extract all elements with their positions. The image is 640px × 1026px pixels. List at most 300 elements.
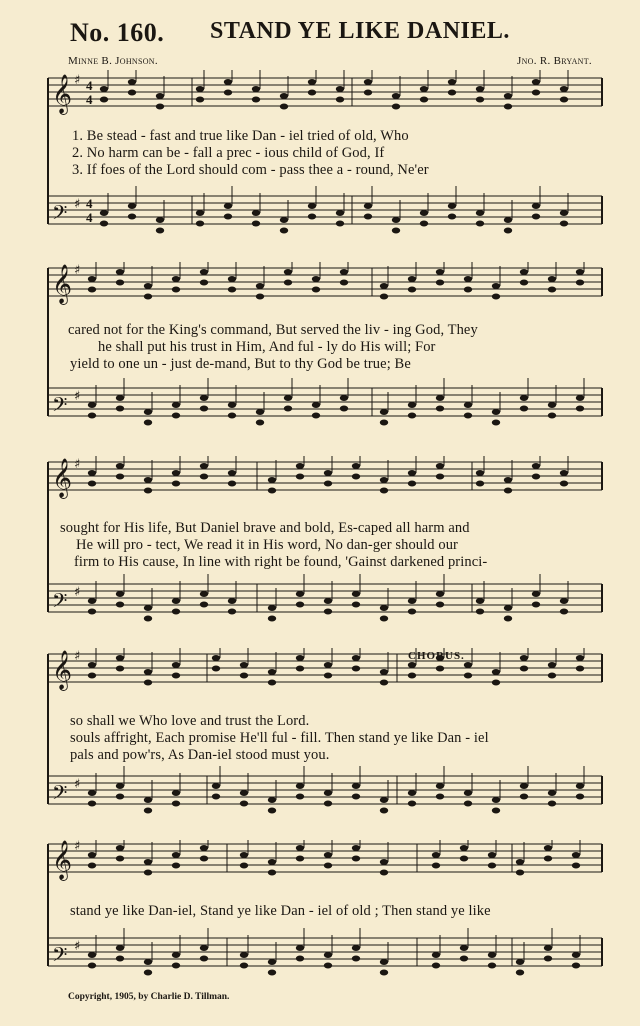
note-head <box>380 669 388 675</box>
note-head <box>340 269 348 275</box>
note-head <box>228 287 236 293</box>
note-head <box>172 952 180 958</box>
note-head <box>544 945 552 951</box>
note-head <box>268 959 276 965</box>
note-head <box>408 673 416 679</box>
note-head <box>488 963 496 969</box>
note-head <box>464 673 472 679</box>
note-head <box>200 280 208 286</box>
note-head <box>532 591 540 597</box>
note-head <box>280 93 288 99</box>
note-head <box>88 801 96 807</box>
note-head <box>436 280 444 286</box>
note-head <box>520 783 528 789</box>
note-head <box>156 104 164 110</box>
note-head <box>268 605 276 611</box>
note-head <box>352 856 360 862</box>
note-head <box>196 97 204 103</box>
note-head <box>576 280 584 286</box>
note-head <box>560 598 568 604</box>
note-head <box>296 845 304 851</box>
note-head <box>448 79 456 85</box>
note-head <box>224 214 232 220</box>
note-head <box>476 481 484 487</box>
note-head <box>308 79 316 85</box>
note-head <box>196 221 204 227</box>
note-head <box>520 406 528 412</box>
note-head <box>408 790 416 796</box>
note-head <box>240 963 248 969</box>
key-signature-sharp-icon: ♯ <box>74 585 81 600</box>
note-head <box>324 790 332 796</box>
note-head <box>88 952 96 958</box>
note-head <box>548 790 556 796</box>
note-head <box>504 104 512 110</box>
music-system-2 <box>42 262 622 452</box>
note-head <box>560 97 568 103</box>
note-head <box>408 609 416 615</box>
note-head <box>560 221 568 227</box>
note-head <box>336 210 344 216</box>
note-head <box>544 856 552 862</box>
note-head <box>296 945 304 951</box>
note-head <box>144 680 152 686</box>
key-signature-sharp-icon: ♯ <box>74 457 81 472</box>
note-head <box>240 952 248 958</box>
note-head <box>284 406 292 412</box>
note-head <box>144 970 152 976</box>
chorus-label: CHORUS. <box>408 650 465 662</box>
note-head <box>476 470 484 476</box>
note-head <box>504 477 512 483</box>
note-head <box>520 655 528 661</box>
note-head <box>200 602 208 608</box>
note-head <box>476 210 484 216</box>
key-signature-sharp-icon: ♯ <box>74 389 81 404</box>
note-head <box>336 97 344 103</box>
note-head <box>408 470 416 476</box>
note-head <box>448 203 456 209</box>
note-head <box>504 93 512 99</box>
note-head <box>560 609 568 615</box>
lyricist-credit: Minne B. Johnson. <box>68 55 158 67</box>
note-head <box>324 673 332 679</box>
note-head <box>144 859 152 865</box>
note-head <box>408 801 416 807</box>
note-head <box>268 616 276 622</box>
note-head <box>560 210 568 216</box>
note-head <box>252 210 260 216</box>
note-head <box>488 852 496 858</box>
note-head <box>88 863 96 869</box>
note-head <box>392 228 400 234</box>
note-head <box>464 801 472 807</box>
key-signature-sharp-icon: ♯ <box>74 197 81 212</box>
note-head <box>252 97 260 103</box>
note-head <box>172 598 180 604</box>
note-head <box>432 852 440 858</box>
note-head <box>492 420 500 426</box>
note-head <box>88 287 96 293</box>
note-head <box>200 406 208 412</box>
note-head <box>144 420 152 426</box>
note-head <box>576 783 584 789</box>
lyric-line-verse-3: pals and pow'rs, As Dan-iel stood must you. <box>70 747 330 763</box>
note-head <box>172 863 180 869</box>
note-head <box>156 93 164 99</box>
note-head <box>364 214 372 220</box>
note-head <box>380 870 388 876</box>
note-head <box>364 90 372 96</box>
note-head <box>464 276 472 282</box>
note-head <box>448 90 456 96</box>
note-head <box>100 221 108 227</box>
note-head <box>88 470 96 476</box>
note-head <box>116 395 124 401</box>
note-head <box>284 269 292 275</box>
note-head <box>172 662 180 668</box>
note-head <box>420 97 428 103</box>
note-head <box>324 662 332 668</box>
note-head <box>520 280 528 286</box>
composer-credit: Jno. R. Bryant. <box>517 55 592 67</box>
note-head <box>228 609 236 615</box>
note-head <box>432 863 440 869</box>
note-head <box>392 93 400 99</box>
note-head <box>128 203 136 209</box>
note-head <box>476 609 484 615</box>
note-head <box>436 602 444 608</box>
note-head <box>380 477 388 483</box>
time-signature-top: 4 <box>86 196 93 211</box>
note-head <box>352 474 360 480</box>
note-head <box>200 591 208 597</box>
note-head <box>532 79 540 85</box>
note-head <box>116 463 124 469</box>
note-head <box>116 956 124 962</box>
lyric-line-verse-1: 1. Be stead - fast and true like Dan - iel tried of old, Who <box>72 128 409 144</box>
note-head <box>144 797 152 803</box>
note-head <box>116 666 124 672</box>
note-head <box>464 413 472 419</box>
note-head <box>212 783 220 789</box>
note-head <box>464 662 472 668</box>
note-head <box>100 210 108 216</box>
note-head <box>172 481 180 487</box>
note-head <box>436 474 444 480</box>
note-head <box>380 616 388 622</box>
note-head <box>504 228 512 234</box>
lyric-line-verse-2: he shall put his trust in Him, And ful - ly do His will; For <box>98 339 436 355</box>
note-head <box>100 86 108 92</box>
hymn-title: STAND YE LIKE DANIEL. <box>210 18 510 44</box>
note-head <box>380 808 388 814</box>
note-head <box>144 283 152 289</box>
note-head <box>196 86 204 92</box>
note-head <box>88 963 96 969</box>
note-head <box>128 79 136 85</box>
note-head <box>268 797 276 803</box>
note-head <box>352 956 360 962</box>
note-head <box>492 680 500 686</box>
note-head <box>116 856 124 862</box>
note-head <box>492 294 500 300</box>
note-head <box>436 395 444 401</box>
note-head <box>560 86 568 92</box>
note-head <box>196 210 204 216</box>
key-signature-sharp-icon: ♯ <box>74 263 81 278</box>
note-head <box>144 605 152 611</box>
note-head <box>352 845 360 851</box>
note-head <box>436 269 444 275</box>
note-head <box>144 808 152 814</box>
note-head <box>128 90 136 96</box>
note-head <box>560 470 568 476</box>
note-head <box>380 294 388 300</box>
note-head <box>464 790 472 796</box>
note-head <box>296 463 304 469</box>
note-head <box>144 870 152 876</box>
note-head <box>88 673 96 679</box>
note-head <box>116 783 124 789</box>
note-head <box>572 952 580 958</box>
note-head <box>548 287 556 293</box>
bass-clef-icon: 𝄢 <box>52 589 68 617</box>
note-head <box>212 666 220 672</box>
note-head <box>504 605 512 611</box>
note-head <box>200 856 208 862</box>
bass-clef-icon: 𝄢 <box>52 201 68 229</box>
note-head <box>340 395 348 401</box>
lyric-line-verse-3: 3. If foes of the Lord should com - pass thee a - round, Ne'er <box>72 162 429 178</box>
note-head <box>172 673 180 679</box>
note-head <box>364 203 372 209</box>
note-head <box>432 952 440 958</box>
note-head <box>308 214 316 220</box>
note-head <box>88 852 96 858</box>
note-head <box>572 852 580 858</box>
note-head <box>516 859 524 865</box>
note-head <box>228 276 236 282</box>
time-signature-top: 4 <box>86 78 93 93</box>
lyric-line-verse-1: so shall we Who love and trust the Lord. <box>70 713 310 729</box>
note-head <box>172 287 180 293</box>
note-head <box>228 481 236 487</box>
note-head <box>392 104 400 110</box>
note-head <box>144 616 152 622</box>
note-head <box>532 214 540 220</box>
note-head <box>492 283 500 289</box>
note-head <box>532 203 540 209</box>
note-head <box>144 477 152 483</box>
note-head <box>408 662 416 668</box>
note-head <box>380 409 388 415</box>
note-head <box>436 591 444 597</box>
note-head <box>448 214 456 220</box>
lyric-line-verse-2: souls affright, Each promise He'll ful - fill. Then stand ye like Dan - iel <box>70 730 489 746</box>
note-head <box>172 801 180 807</box>
key-signature-sharp-icon: ♯ <box>74 939 81 954</box>
lyric-line-verse-3: firm to His cause, In line with right be found, 'Gainst darkened princi- <box>74 554 488 570</box>
note-head <box>460 956 468 962</box>
lyric-line-verse-1: cared not for the King's command, But served the liv - ing God, They <box>68 322 478 338</box>
note-head <box>380 605 388 611</box>
note-head <box>560 481 568 487</box>
key-signature-sharp-icon: ♯ <box>74 777 81 792</box>
note-head <box>200 395 208 401</box>
note-head <box>116 474 124 480</box>
note-head <box>352 655 360 661</box>
note-head <box>100 97 108 103</box>
note-head <box>172 790 180 796</box>
note-head <box>352 945 360 951</box>
note-head <box>240 863 248 869</box>
note-head <box>88 413 96 419</box>
note-head <box>116 602 124 608</box>
note-head <box>380 970 388 976</box>
note-head <box>144 959 152 965</box>
note-head <box>460 856 468 862</box>
note-head <box>144 409 152 415</box>
note-head <box>464 402 472 408</box>
bass-clef-icon: 𝄢 <box>52 393 68 421</box>
note-head <box>228 598 236 604</box>
note-head <box>200 956 208 962</box>
note-head <box>296 591 304 597</box>
key-signature-sharp-icon: ♯ <box>74 73 81 88</box>
note-head <box>116 794 124 800</box>
note-head <box>116 945 124 951</box>
note-head <box>144 294 152 300</box>
note-head <box>392 217 400 223</box>
note-head <box>312 276 320 282</box>
note-head <box>532 90 540 96</box>
note-head <box>324 481 332 487</box>
note-head <box>380 859 388 865</box>
note-head <box>576 794 584 800</box>
time-signature-bottom: 4 <box>86 210 93 225</box>
note-head <box>200 845 208 851</box>
note-head <box>476 598 484 604</box>
note-head <box>228 402 236 408</box>
note-head <box>228 470 236 476</box>
note-head <box>460 845 468 851</box>
note-head <box>296 602 304 608</box>
note-head <box>88 609 96 615</box>
note-head <box>200 463 208 469</box>
note-head <box>436 783 444 789</box>
note-head <box>336 86 344 92</box>
note-head <box>268 808 276 814</box>
note-head <box>268 477 276 483</box>
note-head <box>548 801 556 807</box>
lyric-line-verse-2: 2. No harm can be - fall a prec - ious child of God, If <box>72 145 385 161</box>
note-head <box>380 797 388 803</box>
note-head <box>268 488 276 494</box>
note-head <box>380 488 388 494</box>
note-head <box>212 794 220 800</box>
note-head <box>172 963 180 969</box>
note-head <box>116 280 124 286</box>
note-head <box>576 406 584 412</box>
note-head <box>156 228 164 234</box>
note-head <box>436 666 444 672</box>
note-head <box>324 863 332 869</box>
note-head <box>548 413 556 419</box>
treble-clef-icon: 𝄞 <box>52 458 73 498</box>
note-head <box>576 655 584 661</box>
note-head <box>172 852 180 858</box>
note-head <box>436 794 444 800</box>
note-head <box>380 959 388 965</box>
note-head <box>240 662 248 668</box>
note-head <box>116 406 124 412</box>
note-head <box>476 97 484 103</box>
note-head <box>268 970 276 976</box>
note-head <box>268 680 276 686</box>
note-head <box>504 616 512 622</box>
note-head <box>504 488 512 494</box>
note-head <box>144 488 152 494</box>
note-head <box>268 870 276 876</box>
note-head <box>336 221 344 227</box>
note-head <box>352 591 360 597</box>
note-head <box>240 673 248 679</box>
note-head <box>364 79 372 85</box>
note-head <box>532 602 540 608</box>
note-head <box>576 666 584 672</box>
note-head <box>520 666 528 672</box>
note-head <box>200 945 208 951</box>
note-head <box>240 790 248 796</box>
note-head <box>492 797 500 803</box>
note-head <box>312 287 320 293</box>
note-head <box>296 783 304 789</box>
note-head <box>116 591 124 597</box>
note-head <box>380 283 388 289</box>
note-head <box>436 406 444 412</box>
key-signature-sharp-icon: ♯ <box>74 649 81 664</box>
note-head <box>324 609 332 615</box>
note-head <box>324 598 332 604</box>
note-head <box>324 952 332 958</box>
note-head <box>224 90 232 96</box>
note-head <box>516 959 524 965</box>
note-head <box>488 952 496 958</box>
key-signature-sharp-icon: ♯ <box>74 840 81 854</box>
note-head <box>240 801 248 807</box>
note-head <box>324 801 332 807</box>
lyric-line-verse-3: yield to one un - just de-mand, But to thy God be true; Be <box>70 356 411 372</box>
note-head <box>212 655 220 661</box>
note-head <box>464 287 472 293</box>
note-head <box>436 463 444 469</box>
note-head <box>544 956 552 962</box>
note-head <box>548 673 556 679</box>
note-head <box>308 203 316 209</box>
note-head <box>172 413 180 419</box>
note-head <box>256 283 264 289</box>
music-system-3 <box>42 456 622 646</box>
note-head <box>312 413 320 419</box>
note-head <box>256 420 264 426</box>
note-head <box>576 395 584 401</box>
note-head <box>532 474 540 480</box>
note-head <box>380 680 388 686</box>
note-head <box>520 794 528 800</box>
note-head <box>352 463 360 469</box>
note-head <box>200 269 208 275</box>
